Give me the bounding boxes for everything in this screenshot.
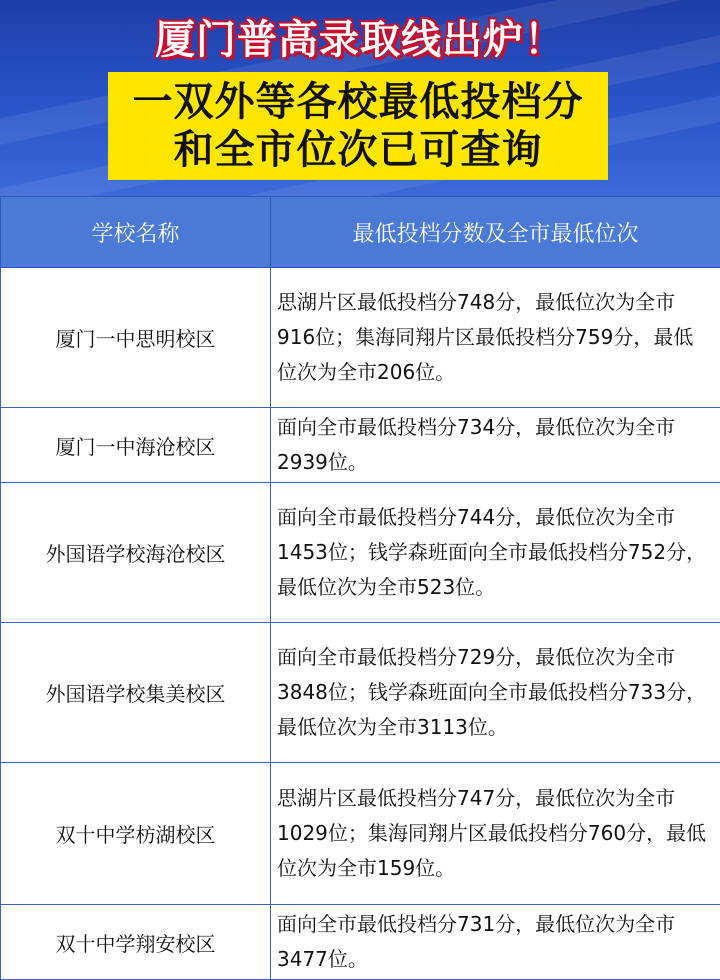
subtitle-line-1: 一双外等各校最低投档分	[133, 78, 584, 126]
school-name: 厦门一中海沧校区	[1, 408, 271, 483]
table-row	[1, 268, 720, 408]
school-name: 双十中学枋湖校区	[1, 763, 271, 905]
score-detail: 思湖片区最低投档分748分，最低位次为全市916位；集海同翔片区最低投档分759分，最低位次为全市206位。	[271, 268, 720, 408]
table-row	[1, 483, 720, 623]
scores-table	[0, 196, 720, 980]
school-name: 厦门一中思明校区	[1, 268, 271, 408]
table-header-row	[1, 197, 720, 268]
score-detail: 面向全市最低投档分729分，最低位次为全市3848位；钱学森班面向全市最低投档分733分，最低位次为全市3113位。	[271, 623, 720, 763]
table-row	[1, 623, 720, 763]
school-name: 双十中学翔安校区	[1, 905, 271, 980]
table-row	[1, 763, 720, 905]
headline: 厦门普高录取线出炉！	[0, 8, 720, 65]
school-name: 外国语学校海沧校区	[1, 483, 271, 623]
school-name: 外国语学校集美校区	[1, 623, 271, 763]
column-header-school: 学校名称	[1, 197, 271, 268]
score-detail: 面向全市最低投档分731分，最低位次为全市3477位。	[271, 905, 720, 980]
subtitle-line-2: 和全市位次已可查询	[174, 126, 543, 174]
header-banner	[0, 0, 720, 196]
table-row	[1, 905, 720, 980]
score-detail: 面向全市最低投档分744分，最低位次为全市1453位；钱学森班面向全市最低投档分752分，最低位次为全市523位。	[271, 483, 720, 623]
subtitle-box	[108, 72, 608, 180]
column-header-detail: 最低投档分数及全市最低位次	[271, 197, 720, 268]
score-detail: 思湖片区最低投档分747分，最低位次为全市1029位；集海同翔片区最低投档分760分，最低位次为全市159位。	[271, 763, 720, 905]
table-row	[1, 408, 720, 483]
score-detail: 面向全市最低投档分734分，最低位次为全市2939位。	[271, 408, 720, 483]
